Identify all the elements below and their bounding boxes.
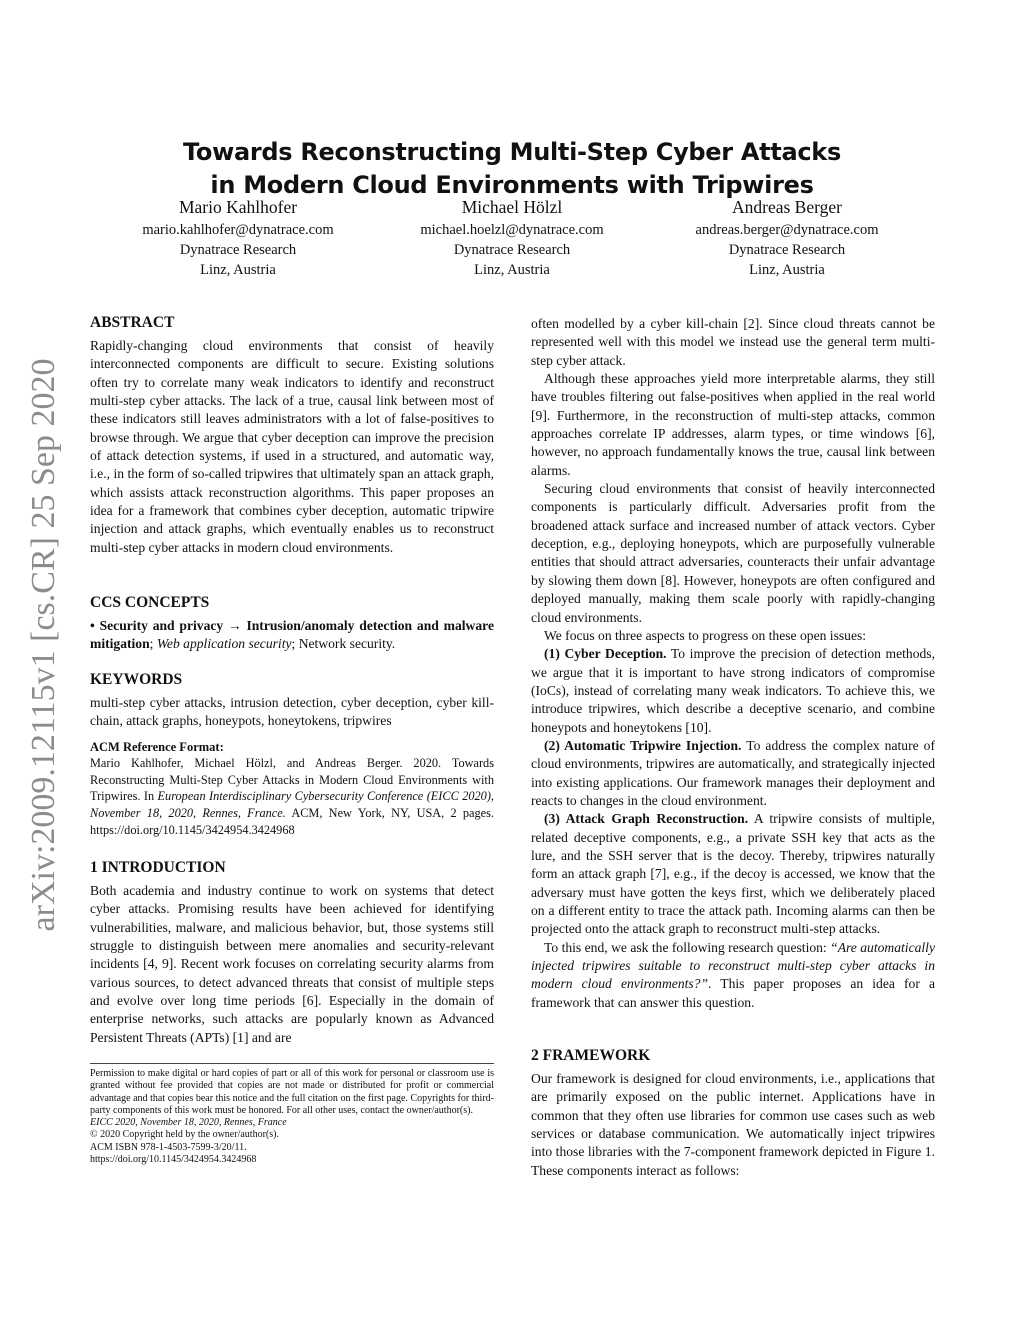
author-location: Linz, Austria [749, 262, 825, 278]
abstract-text: Rapidly-changing cloud environments that consist of heavily interconnected components are difficult to secure. Existing solutions often try to correlate many weak indicators to identify and reconstruct multi-step cyber attacks. The lack of a true, causal link between most of these indicators still leaves administrators with a lot of false-positives to browse through. We argue that cyber deception can improve the precision of attack detection systems, if used in a structured, and automatic way, i.e., in the form of so-called tripwires that ultimately span an attack graph, which assists attack reconstruction algorithms. This paper proposes an idea for a framework that combines cyber deception, automatic tripwire injection and attack graphs, which eventually enables us to reconstruct multi-step cyber attacks in modern cloud environments. [90, 338, 494, 555]
paragraph [531, 627, 935, 645]
paragraph-text: To improve the precision of detection methods, we argue that it is important to have strong indicators of compromise (IoCs), instead of correlating many weak indicators. To achieve this, we introduce tripwires, which describe a deceptive scenario, and combine honeypots and honeytokens [10]. [531, 646, 935, 735]
paragraph-text: A tripwire consists of multiple, related deceptive components, e.g., a private SSH key that acts as the lure, and the SSH server that is the decoy. Thereby, tripwires naturally form an attack graph [7], e.g., if the decoy is accessed, we know that the adversary must have gotten the keys first, which we deliberately placed on a different entity to trace the attack path. Incoming alarms can then be projected onto the attack graph to reconstruct multi-step attacks. [531, 811, 935, 937]
title-line-2: in Modern Cloud Environments with Tripwires [210, 171, 814, 199]
author-email: mario.kahlhofer@dynatrace.com [142, 222, 334, 238]
footnote [90, 1063, 494, 1166]
paragraph-text: Although these approaches yield more interpretable alarms, they still have troubles filtering out false-positives when applied in the real world [9]. Furthermore, in the reconstruction of multi-step attacks, common approaches correlate IP addresses, alarm types, or time windows [6], however, no approach fundamentally knows the true, causal link between alarms. [531, 371, 935, 478]
paragraph-text: . This paper proposes an idea for a framework that can answer this question. [531, 976, 935, 1010]
keywords-section [90, 670, 494, 731]
paragraph-text: To address the complex nature of cloud environments, tripwires are automatically, and strategically injected into existing applications. Our framework manages their deployment and reacts to changes in the cloud environment. [531, 737, 935, 808]
intro-text: Both academia and industry continue to work on systems that detect cyber attacks. Promising results have been achieved for identifying vulnerabilities, malware, and malicious behavior, but, those systems still struggle to distinguish between mere anomalies and security-relevant incidents [4, 9]. Recent work focuses on correlating security alarms from various sources, to detect advanced threats that consist of multiple steps and evolve over long time periods [6]. Especially in the domain of enterprise networks, such attacks are popularly known as Advanced Persistent Threats (APTs) [1] and are [90, 883, 494, 1045]
paragraph [531, 810, 935, 938]
author-email: andreas.berger@dynatrace.com [695, 222, 879, 238]
keywords-text: multi-step cyber attacks, intrusion detection, cyber deception, cyber kill-chain, attack graphs, honeypots, honeytokens, tripwires [90, 695, 494, 729]
ccs-concept-italic: Web application security [156, 636, 292, 652]
ccs-concept: • Security and privacy → Intrusion/anomaly detection and malware mitigation [90, 618, 494, 652]
introduction-section [90, 858, 494, 1047]
acm-ref-heading: ACM Reference Format: [90, 740, 224, 754]
paragraph-text: To this end, we ask the following research question: [544, 939, 831, 955]
paragraph-text: Securing cloud environments that consist of heavily interconnected components is particularly difficult. Adversaries profit from the broadened attack surface and increased number of attack vectors. Cyber deception, e.g., deploying honeypots, which are purposefully vulnerable entities that should attract adversaries, counteracts their unfair advantage by slowing them down [8]. However, honeypots are often configured and deployed manually, making them scale poorly with rapidly-changing cloud environments. [531, 481, 935, 625]
ccs-section [90, 593, 494, 654]
venue-line: EICC 2020, November 18, 2020, Rennes, France [90, 1117, 287, 1129]
paragraph [531, 645, 935, 737]
title-line-1: Towards Reconstructing Multi-Step Cyber Attacks [183, 138, 841, 166]
intro-heading: 1 INTRODUCTION [90, 859, 226, 876]
ccs-heading: CCS CONCEPTS [90, 594, 210, 611]
run-in-heading: (1) Cyber Deception. [544, 646, 667, 662]
author-affiliation: Dynatrace Research [728, 242, 846, 258]
paragraph [531, 315, 935, 370]
keywords-heading: KEYWORDS [90, 671, 183, 688]
research-question: “Are automatically injected tripwires suitable to reconstruct multi-step cyber attacks in modern cloud environments?” [531, 939, 935, 992]
author-affiliation: Dynatrace Research [179, 242, 297, 258]
paragraph-text: often modelled by a cyber kill-chain [2]. Since cloud threats cannot be represented well with this model we instead use the general term multi-step cyber attack. [531, 316, 935, 368]
ccs-rest: ; Network security. [291, 636, 396, 652]
paragraph [531, 737, 935, 810]
paragraph [531, 480, 935, 627]
acm-ref-venue: European Interdisciplinary Cybersecurity Conference (EICC 2020), November 18, 2020, Rennes, France. [90, 789, 494, 821]
copyright-line: © 2020 Copyright held by the owner/author(s). [90, 1129, 279, 1141]
framework-section [531, 1046, 935, 1180]
author-location: Linz, Austria [474, 262, 550, 278]
acm-reference [90, 739, 494, 839]
author-name: Andreas Berger [732, 197, 842, 217]
doi-link[interactable]: https://doi.org/10.1145/3424954.3424968 [90, 1154, 257, 1166]
author-location: Linz, Austria [200, 262, 276, 278]
author-affiliation: Dynatrace Research [453, 242, 571, 258]
paragraph [531, 370, 935, 480]
paragraph-text: We focus on three aspects to progress on these open issues: [544, 627, 867, 643]
author-1 [88, 194, 388, 280]
author-2 [362, 194, 662, 280]
author-3 [637, 194, 937, 280]
arxiv-stamp: arXiv:2009.12115v1 [cs.CR] 25 Sep 2020 [25, 358, 62, 932]
author-name: Mario Kahlhofer [178, 197, 298, 217]
permission-notice: Permission to make digital or hard copies of part or all of this work for personal or classroom use is granted without fee provided that copies are not made or distributed for profit or commercial advantage and that copies bear this notice and the full citation on the first page. Copyrights for third-party components of this work must be honored. For all other uses, contact the owner/author(s). [90, 1068, 494, 1116]
framework-text: Our framework is designed for cloud environments, i.e., applications that are primarily exposed on the public internet. Applications have in common that they often use libraries for common use cases such as web services or database communication. We automatically inject tripwires into those libraries with the 7-component framework depicted in Figure 1. These components interact as follows: [531, 1071, 935, 1178]
author-email: michael.hoelzl@dynatrace.com [420, 222, 604, 238]
paragraph [531, 939, 935, 1012]
author-name: Michael Hölzl [461, 197, 563, 217]
isbn-line: ACM ISBN 978-1-4503-7599-3/20/11. [90, 1141, 247, 1153]
abstract-heading: ABSTRACT [90, 314, 175, 331]
acm-ref-rest: ACM, New York, NY, USA, 2 pages. https://doi.org/10.1145/3424954.3424968 [90, 806, 494, 837]
paper-title [0, 136, 1024, 202]
framework-heading: 2 FRAMEWORK [531, 1047, 651, 1064]
run-in-heading: (3) Attack Graph Reconstruction. [544, 811, 749, 827]
right-column [531, 315, 935, 1012]
acm-ref-text: Mario Kahlhofer, Michael Hölzl, and Andreas Berger. 2020. Towards Reconstructing Multi-Step Cyber Attacks in Modern Cloud Environments with Tripwires. In [90, 756, 494, 804]
ccs-sep: ; [149, 636, 157, 652]
abstract-section [90, 313, 494, 557]
run-in-heading: (2) Automatic Tripwire Injection. [544, 737, 742, 753]
